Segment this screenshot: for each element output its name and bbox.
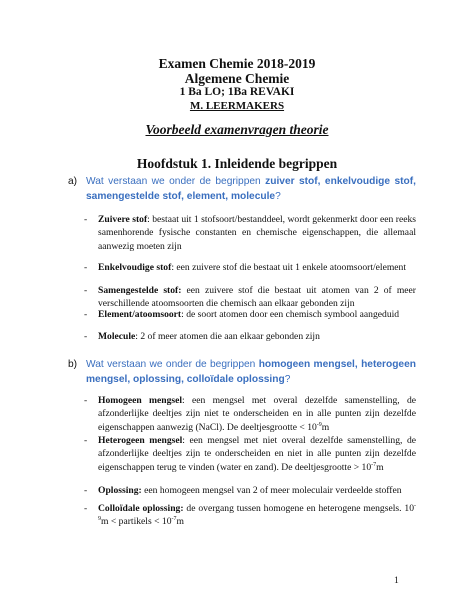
item-term: Element/atoomsoort <box>98 309 182 320</box>
list-item: - Colloïdale oplossing: de overgang tussen homogene en heterogene mengsels. $10^{-9}m$ < partikels < $10^{-7}m$ <box>84 502 417 528</box>
item-term: Colloïdale oplossing: <box>98 503 184 514</box>
item-unit: m <box>176 516 184 528</box>
list-item: - Molecule: 2 of meer atomen die aan elkaar gebonden zijn <box>84 331 320 342</box>
list-item: - Heterogeen mengsel: een mengsel met niet overal dezelfde samenstelling, de afzonderlijke deeltjes zijn te onderscheiden en niet in alle punten zijn dezelfde eigenschappen terug te vinden (water en zand). De deeltjesgrootte > $10^{-7}m$ <box>84 435 416 473</box>
item-exponent: -7 <box>371 461 377 468</box>
question-b-end: ? <box>284 373 291 385</box>
item-term: Molecule <box>98 331 136 342</box>
question-a-letter: a) <box>68 176 78 187</box>
list-item: - Homogeen mengsel: een mengsel met overal dezelfde samenstelling, de afzonderlijke deeltjes zijn niet te onderscheiden en in alle punten zijn dezelfde eigenschappen aanwezig (NaCl). De deeltjesgrootte < $10^{-9}m$ <box>84 395 417 433</box>
list-item: - Zuivere stof: bestaat uit 1 stofsoort/bestanddeel, wordt gekenmerkt door een reeks samenhorende fysische constanten en chemische eigenschappen, die allemaal aanwezig moeten zijn <box>84 214 416 252</box>
section-title: Voorbeeld examenvragen theorie <box>145 122 329 137</box>
list-item: - Oplossing: een homogeen mengsel van 2 of meer moleculair verdeelde stoffen <box>84 485 402 496</box>
item-term: Samengestelde stof: <box>98 285 182 296</box>
item-text: : bestaat uit 1 stofsoort/bestanddeel, wordt gekenmerkt door een reeks samenhorende fysische constanten en chemische eigenschappen, die allemaal aanwezig moeten zijn <box>98 214 416 252</box>
item-term: Heterogeen mengsel <box>98 435 183 446</box>
item-text: : 2 of meer atomen die aan elkaar gebonden zijn <box>135 331 320 342</box>
item-text: de overgang tussen homogene en heterogene mengsels. 10 <box>183 503 415 514</box>
item-term: Enkelvoudige stof <box>98 262 172 273</box>
item-text: een homogeen mengsel van 2 of meer moleculair verdeelde stoffen <box>141 485 402 496</box>
item-text: : een zuivere stof die bestaat uit 1 enkele atoomsoort/element <box>171 262 407 273</box>
item-term: Homogeen mengsel <box>98 395 183 406</box>
item-term: Oplossing: <box>98 485 142 496</box>
author-name: M. LEERMAKERS <box>189 100 285 112</box>
question-b <box>68 358 416 387</box>
question-b-text: Wat verstaan we onder de begrippen <box>86 359 259 370</box>
question-a-text: Wat verstaan we onder de begrippen <box>86 176 266 187</box>
question-a <box>68 175 416 204</box>
question-b-letter: b) <box>68 359 78 370</box>
item-range: m < partikels < 10 <box>101 516 172 528</box>
item-text: : de soort atomen door een chemisch symbool aangeduid <box>181 309 400 320</box>
page-number: 1 <box>394 575 399 586</box>
item-text: een zuivere stof die bestaat uit atomen van 2 of meer verschillende atoomsoorten die chemisch aan elkaar gebonden zijn <box>98 285 416 310</box>
item-unit: m <box>376 461 384 473</box>
chapter-heading: Hoofdstuk 1. Inleidende begrippen <box>136 156 338 171</box>
item-exponent: -9 <box>316 421 322 428</box>
question-b-terms: homogeen mengsel, heterogeen mengsel, oplossing, colloïdale oplossing <box>86 359 416 385</box>
list-item: - Element/atoomsoort: de soort atomen door een chemisch symbool aangeduid <box>84 309 400 320</box>
class-group: 1 Ba LO; 1Ba REVAKI <box>179 86 295 98</box>
question-a-end: ? <box>275 190 281 202</box>
item-exponent: -7 <box>171 516 177 523</box>
list-item: - Samengestelde stof: een zuivere stof die bestaat uit atomen van 2 of meer verschillende atoomsoorten die chemisch aan elkaar gebonden zijn <box>84 285 416 310</box>
item-term: Zuivere stof <box>98 214 148 225</box>
item-text: : een mengsel met niet overal dezelfde samenstelling, de afzonderlijke deeltjes zijn te onderscheiden en niet in alle punten zijn dezelfde eigenschappen terug te vinden (water en zand). De deeltjesgrootte > 10 <box>98 435 416 473</box>
item-exponent: -9 <box>98 502 417 523</box>
exam-title: Examen Chemie 2018-2019 <box>158 56 316 71</box>
question-a-terms: zuiver stof, enkelvoudige stof, samengestelde stof, element, molecule <box>86 176 416 202</box>
list-item: - Enkelvoudige stof: een zuivere stof die bestaat uit 1 enkele atoomsoort/element <box>84 262 407 273</box>
item-text: : een mengsel met overal dezelfde samenstelling, de afzonderlijke deeltjes zijn niet te onderscheiden en in alle punten zijn dezelfde eigenschappen aanwezig (NaCl). De deeltjesgrootte < 10 <box>98 395 417 433</box>
item-unit: m <box>321 421 330 433</box>
course-name: Algemene Chemie <box>184 71 290 86</box>
